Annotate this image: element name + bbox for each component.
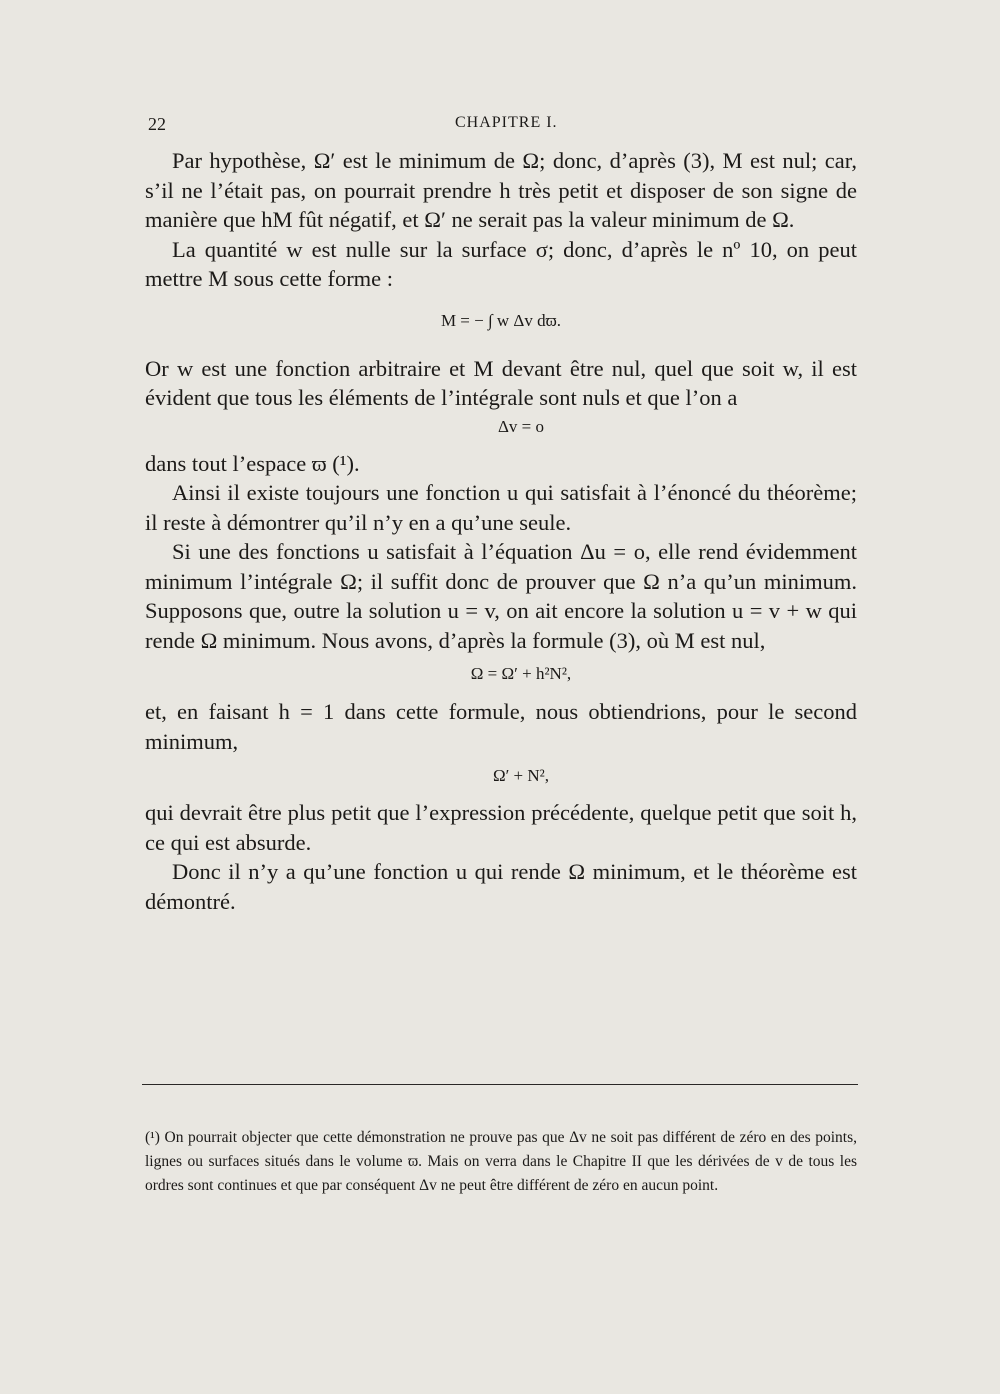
- paragraph-2: La quantité w est nulle sur la surface σ; donc, d’après le nº 10, on peut mettre M sous cette forme :: [145, 236, 857, 291]
- paragraph-1: Par hypothèse, Ω′ est le minimum de Ω; donc, d’après (3), M est nul; car, s’il ne l’était pas, on pourrait prendre h très petit et disposer de son signe de manière que hM fût négatif, et Ω′ ne serait pas la valeur minimum de Ω.: [145, 148, 857, 232]
- main-text: [145, 146, 857, 916]
- footnote-divider: [142, 1084, 858, 1085]
- equation-3: Ω = Ω′ + h²N²,: [470, 664, 572, 683]
- paragraph-3: Or w est une fonction arbitraire et M devant être nul, quel que soit w, il est évident que tous les éléments de l’intégrale sont nuls et que l’on a: [145, 355, 857, 410]
- chapter-title: CHAPITRE I.: [455, 114, 558, 131]
- page-number: 22: [148, 114, 166, 134]
- footnote: (¹) On pourrait objecter que cette démonstration ne prouve pas que Δv ne soit pas différent de zéro en des points, lignes ou surfaces situés dans le volume ϖ. Mais on verra dans le Chapitre II que les dérivées de v de tous les ordres sont continues et que par conséquent Δv ne peut être différent de zéro en aucun point.: [145, 1128, 857, 1194]
- paragraph-6: Si une des fonctions u satisfait à l’équation Δu = o, elle rend évidemment minimum l’intégrale Ω; il suffit donc de prouver que Ω n’a qu’un minimum. Supposons que, outre la solution u = v, on ait encore la solution u = v + w qui rende Ω minimum. Nous avons, d’après la formule (3), où M est nul,: [145, 539, 857, 653]
- paragraph-7: et, en faisant h = 1 dans cette formule, nous obtiendrions, pour le second minimum,: [145, 699, 857, 754]
- running-header: [148, 114, 858, 138]
- paragraph-4: dans tout l’espace ϖ (¹).: [145, 450, 360, 476]
- equation-2: Δv = o: [497, 416, 545, 436]
- paragraph-9: Donc il n’y a qu’une fonction u qui rende Ω minimum, et le théorème est démontré.: [145, 859, 857, 914]
- equation-1: M = − ∫ w Δv dϖ.: [440, 310, 562, 330]
- paragraph-5: Ainsi il existe toujours une fonction u qui satisfait à l’énoncé du théorème; il reste à démontrer qu’il n’y en a qu’une seule.: [145, 480, 857, 535]
- paragraph-8: qui devrait être plus petit que l’expression précédente, quelque petit que soit h, ce qui est absurde.: [145, 800, 857, 855]
- equation-4: Ω′ + N²,: [492, 766, 550, 785]
